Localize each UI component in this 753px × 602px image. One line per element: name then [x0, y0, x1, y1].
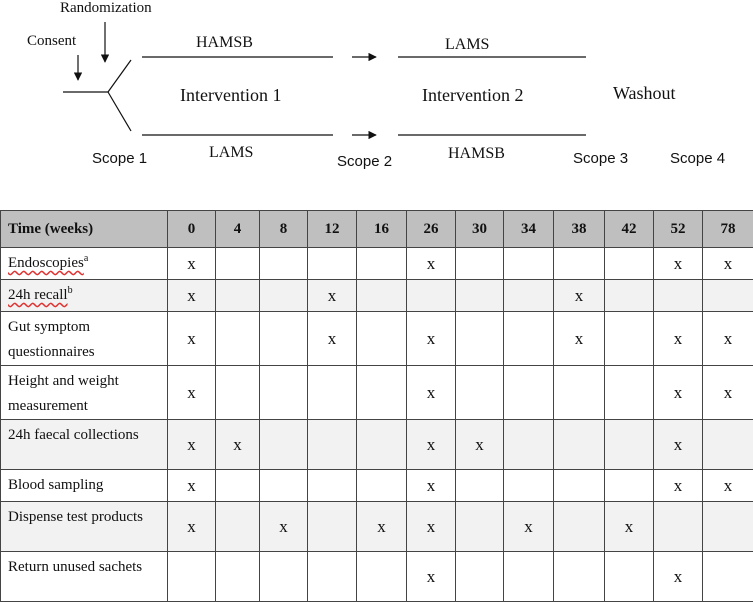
scope-3-label: Scope 3	[573, 150, 628, 167]
schedule-cell	[456, 312, 504, 366]
schedule-cell	[654, 280, 703, 312]
schedule-cell: x	[260, 502, 308, 552]
schedule-cell	[504, 248, 554, 280]
schedule-cell: x	[407, 312, 456, 366]
schedule-cell	[504, 552, 554, 602]
activity-name: 24h faecal collections	[8, 427, 139, 443]
schedule-cell	[260, 552, 308, 602]
schedule-cell: x	[357, 502, 407, 552]
schedule-cell	[308, 366, 357, 420]
schedule-cell	[456, 470, 504, 502]
schedule-cell: x	[554, 280, 605, 312]
week-header: 8	[260, 211, 308, 248]
branch-lower	[108, 92, 131, 131]
activity-label	[1, 248, 168, 280]
schedule-cell: x	[308, 280, 357, 312]
table-body	[1, 248, 753, 602]
activity-label	[1, 502, 168, 552]
schedule-cell	[308, 420, 357, 470]
schedule-cell: x	[703, 312, 753, 366]
intervention-1-label: Intervention 1	[180, 85, 281, 105]
schedule-cell: x	[168, 280, 216, 312]
activity-label	[1, 420, 168, 470]
schedule-cell	[554, 552, 605, 602]
activity-name: Endoscopies	[8, 255, 84, 271]
activity-name: Dispense test products	[8, 509, 143, 525]
randomization-label: Randomization	[60, 0, 152, 16]
phase2-bottom-arm: HAMSB	[448, 145, 505, 162]
schedule-cell	[456, 366, 504, 420]
schedule-cell	[357, 248, 407, 280]
schedule-cell	[260, 312, 308, 366]
week-header: 30	[456, 211, 504, 248]
schedule-cell: x	[168, 502, 216, 552]
activity-name: Return unused sachets	[8, 559, 142, 575]
schedule-cell	[308, 502, 357, 552]
scope-4-label: Scope 4	[670, 150, 725, 167]
schedule-cell	[456, 552, 504, 602]
schedule-cell	[260, 420, 308, 470]
schedule-cell	[504, 366, 554, 420]
schedule-cell	[605, 420, 654, 470]
schedule-cell	[605, 280, 654, 312]
table-row	[1, 280, 753, 312]
schedule-cell	[703, 280, 753, 312]
phase1-top-arm: HAMSB	[196, 34, 253, 51]
schedule-cell	[216, 366, 260, 420]
schedule-cell: x	[168, 420, 216, 470]
schedule-cell	[216, 552, 260, 602]
schedule-cell	[605, 312, 654, 366]
schedule-cell	[504, 420, 554, 470]
table-row	[1, 420, 753, 470]
intervention-2-label: Intervention 2	[422, 85, 523, 105]
schedule-cell	[504, 470, 554, 502]
schedule-cell: x	[703, 248, 753, 280]
phase2-top-arm: LAMS	[445, 36, 489, 53]
scope-1-label: Scope 1	[92, 150, 147, 167]
activity-label	[1, 312, 168, 366]
activity-label	[1, 470, 168, 502]
schedule-cell: x	[654, 366, 703, 420]
week-header: 34	[504, 211, 554, 248]
schedule-cell	[554, 366, 605, 420]
schedule-cell	[216, 248, 260, 280]
schedule-cell	[260, 470, 308, 502]
schedule-cell	[357, 366, 407, 420]
schedule-cell: x	[407, 366, 456, 420]
schedule-cell	[554, 420, 605, 470]
schedule-cell: x	[407, 470, 456, 502]
schedule-cell	[554, 470, 605, 502]
schedule-cell	[216, 280, 260, 312]
schedule-cell	[654, 502, 703, 552]
schedule-cell	[260, 366, 308, 420]
schedule-cell: x	[216, 420, 260, 470]
consent-label: Consent	[27, 33, 77, 49]
schedule-cell	[605, 552, 654, 602]
table-row	[1, 502, 753, 552]
schedule-cell: x	[407, 248, 456, 280]
schedule-cell	[554, 502, 605, 552]
schedule-cell: x	[703, 366, 753, 420]
schedule-cell: x	[407, 552, 456, 602]
schedule-cell	[357, 552, 407, 602]
schedule-cell	[216, 312, 260, 366]
schedule-cell: x	[407, 502, 456, 552]
schedule-cell	[357, 470, 407, 502]
activity-name: 24h recall	[8, 287, 68, 303]
schedule-cell: x	[308, 312, 357, 366]
washout-label: Washout	[613, 83, 676, 103]
schedule-cell: x	[168, 470, 216, 502]
week-header: 12	[308, 211, 357, 248]
activity-name: Blood sampling	[8, 477, 103, 493]
schedule-cell	[308, 552, 357, 602]
schedule-cell	[407, 280, 456, 312]
schedule-cell	[357, 420, 407, 470]
week-header: 78	[703, 211, 753, 248]
schedule-cell	[703, 420, 753, 470]
schedule-cell	[504, 280, 554, 312]
week-header: 16	[357, 211, 407, 248]
table-row	[1, 470, 753, 502]
schedule-cell	[260, 248, 308, 280]
schedule-cell	[605, 366, 654, 420]
schedule-cell: x	[654, 470, 703, 502]
schedule-cell	[357, 280, 407, 312]
activity-label	[1, 280, 168, 312]
activity-label	[1, 366, 168, 420]
week-header: 42	[605, 211, 654, 248]
schedule-cell: x	[168, 366, 216, 420]
schedule-cell	[357, 312, 407, 366]
schedule-cell	[456, 248, 504, 280]
footnote-marker: b	[68, 285, 73, 296]
schedule-cell	[308, 248, 357, 280]
schedule-cell	[605, 248, 654, 280]
week-header: 52	[654, 211, 703, 248]
schedule-cell: x	[554, 312, 605, 366]
table-row	[1, 366, 753, 420]
schedule-cell	[605, 470, 654, 502]
schedule-cell: x	[168, 248, 216, 280]
schedule-cell	[703, 502, 753, 552]
table-row	[1, 552, 753, 602]
schedule-cell: x	[654, 420, 703, 470]
schedule-cell: x	[703, 470, 753, 502]
week-header: 38	[554, 211, 605, 248]
schedule-cell	[260, 280, 308, 312]
week-header: 4	[216, 211, 260, 248]
schedule-cell: x	[456, 420, 504, 470]
activity-name: Height and weight measurement	[8, 373, 119, 414]
schedule-cell	[456, 280, 504, 312]
activity-name: Gut symptom questionnaires	[8, 319, 95, 360]
schedule-cell: x	[605, 502, 654, 552]
schedule-cell: x	[654, 552, 703, 602]
schedule-cell	[216, 502, 260, 552]
scope-2-label: Scope 2	[337, 153, 392, 170]
table-row	[1, 312, 753, 366]
schedule-cell: x	[168, 312, 216, 366]
schedule-cell	[308, 470, 357, 502]
footnote-marker: a	[84, 253, 88, 264]
schedule-cell	[554, 248, 605, 280]
schedule-cell: x	[407, 420, 456, 470]
study-design-diagram	[0, 0, 753, 200]
schedule-cell: x	[504, 502, 554, 552]
schedule-cell	[168, 552, 216, 602]
branch-upper	[108, 60, 131, 92]
table-header-row	[1, 211, 753, 248]
activity-label	[1, 552, 168, 602]
week-header: 26	[407, 211, 456, 248]
schedule-cell	[504, 312, 554, 366]
time-weeks-header: Time (weeks)	[1, 211, 168, 248]
schedule-cell	[456, 502, 504, 552]
table-row	[1, 248, 753, 280]
schedule-cell	[703, 552, 753, 602]
schedule-table	[0, 210, 753, 602]
schedule-cell: x	[654, 312, 703, 366]
week-header: 0	[168, 211, 216, 248]
schedule-cell: x	[654, 248, 703, 280]
phase1-bottom-arm: LAMS	[209, 144, 253, 161]
schedule-cell	[216, 470, 260, 502]
